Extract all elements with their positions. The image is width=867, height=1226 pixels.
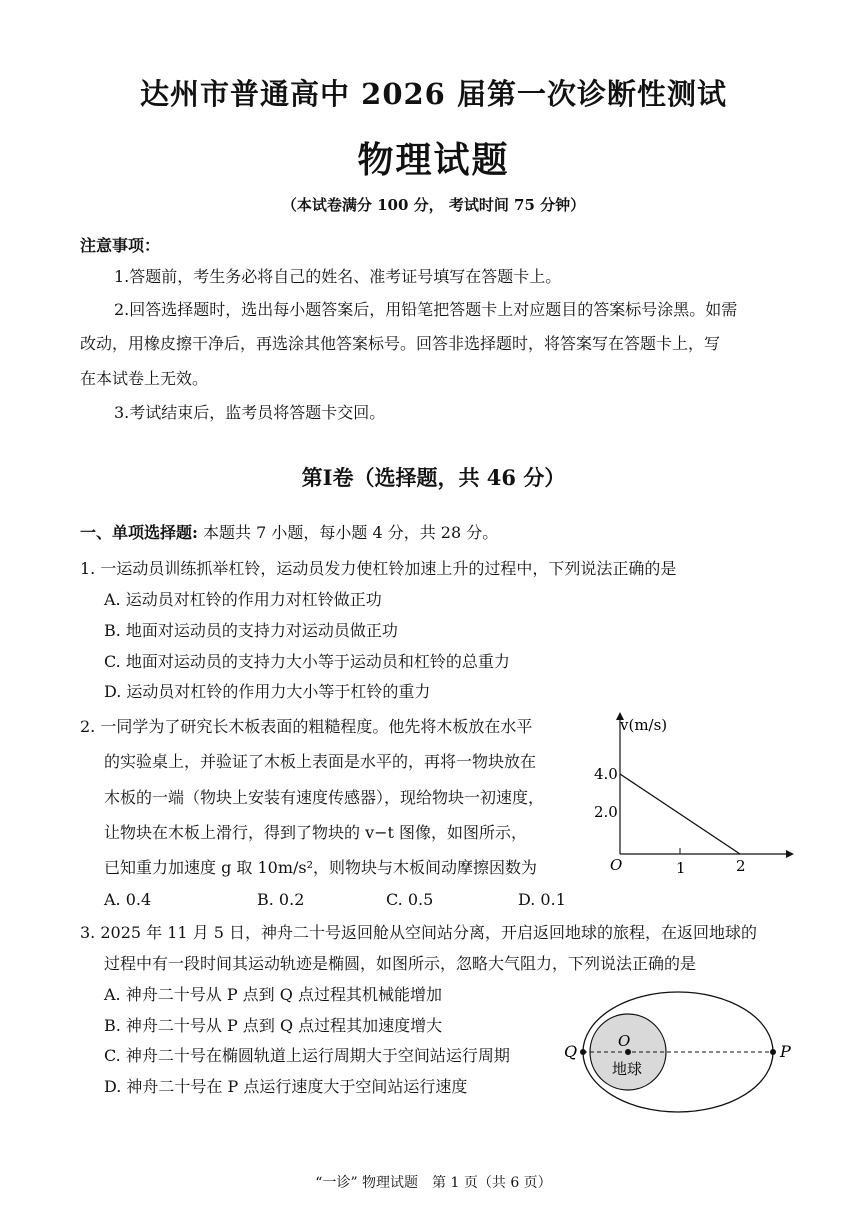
q2-option-d: D. 0.1 — [518, 890, 566, 909]
notice-line-2c: 在本试卷上无效。 — [80, 369, 209, 388]
notice-line-2a: 2.回答选择题时，选出每小题答案后，用铅笔把答题卡上对应题目的答案标号涂黑。如需 — [114, 300, 738, 319]
q2-line-3: 木板的一端（物块上安装有速度传感器），现给物块一初速度， — [104, 788, 545, 807]
section-title: 第Ⅰ卷（选择题，共 46 分） — [301, 465, 566, 490]
q1-option-d: D. 运动员对杠铃的作用力大小等于杠铃的重力 — [104, 682, 431, 701]
label-o: O — [618, 1032, 631, 1050]
q3-option-c: C. 神舟二十号在椭圆轨道上运行周期大于空间站运行周期 — [104, 1046, 510, 1065]
q3-option-a: A. 神舟二十号从 P 点到 Q 点过程其机械能增加 — [104, 985, 442, 1004]
page-footer: “一诊” 物理试题 第 1 页（共 6 页） — [315, 1175, 552, 1191]
q3-line-1: 3. 2025 年 11 月 5 日，神舟二十号返回舱从空间站分离，开启返回地球的旅程，在返回地球的 — [80, 923, 758, 942]
notice-line-3: 3.考试结束后，监考员将答题卡交回。 — [114, 403, 386, 422]
part-heading — [80, 520, 498, 543]
q1-stem: 1. 一运动员训练抓举杠铃，运动员发力使杠铃加速上升的过程中，下列说法正确的是 — [80, 559, 677, 578]
notice-line-1: 1.答题前，考生务必将自己的姓名、准考证号填写在答题卡上。 — [114, 267, 562, 286]
point-q — [580, 1049, 586, 1055]
label-p: P — [780, 1042, 791, 1061]
q2-option-a: A. 0.4 — [104, 890, 152, 909]
vt-graph — [580, 700, 800, 890]
point-p — [770, 1049, 776, 1055]
part-label: 一、单项选择题: — [80, 523, 198, 542]
q1-option-b: B. 地面对运动员的支持力对运动员做正功 — [104, 621, 398, 640]
q3-option-d: D. 神舟二十号在 P 点运行速度大于空间站运行速度 — [104, 1077, 468, 1096]
q2-line-1: 2. 一同学为了研究长木板表面的粗糙程度。他先将木板放在水平 — [80, 717, 533, 736]
q2-option-c: C. 0.5 — [386, 890, 434, 909]
x-tick-label-1: 1 — [676, 859, 686, 877]
x-tick-label-2: 2 — [736, 857, 746, 875]
label-q: Q — [564, 1042, 578, 1061]
y-tick-label-2: 2.0 — [594, 803, 618, 821]
exam-info: （本试卷满分 100 分， 考试时间 75 分钟） — [281, 196, 586, 214]
y-tick-label-4: 4.0 — [594, 765, 618, 783]
part-description: 本题共 7 小题，每小题 4 分，共 28 分。 — [197, 523, 499, 542]
q2-line-5: 已知重力加速度 g 取 10m/s²，则物块与木板间动摩擦因数为 — [104, 858, 538, 877]
q3-option-b: B. 神舟二十号从 P 点到 Q 点过程其加速度增大 — [104, 1016, 443, 1035]
q2-line-2: 的实验桌上，并验证了木板上表面是水平的，再将一物块放在 — [104, 752, 537, 771]
q3-line-2: 过程中有一段时间其运动轨迹是椭圆，如图所示，忽略大气阻力，下列说法正确的是 — [104, 954, 697, 973]
notice-line-2b: 改动，用橡皮擦干净后，再选涂其他答案标号。回答非选择题时，将答案写在答题卡上，写 — [80, 334, 721, 353]
origin-label: O — [610, 856, 623, 874]
q1-option-c: C. 地面对运动员的支持力大小等于运动员和杠铃的总重力 — [104, 652, 510, 671]
vt-data-line — [620, 774, 740, 854]
q2-option-b: B. 0.2 — [257, 890, 305, 909]
label-earth: 地球 — [612, 1060, 643, 1078]
q2-line-4: 让物块在木板上滑行，得到了物块的 v−t 图像，如图所示， — [104, 823, 528, 842]
notice-heading: 注意事项： — [80, 236, 161, 255]
orbit-diagram — [556, 990, 806, 1120]
subject-title: 物理试题 — [357, 139, 510, 181]
q1-option-a: A. 运动员对杠铃的作用力对杠铃做正功 — [104, 590, 382, 609]
exam-title: 达州市普通高中 2026 届第一次诊断性测试 — [140, 77, 727, 111]
v-axis-label: v(m/s) — [620, 716, 668, 734]
